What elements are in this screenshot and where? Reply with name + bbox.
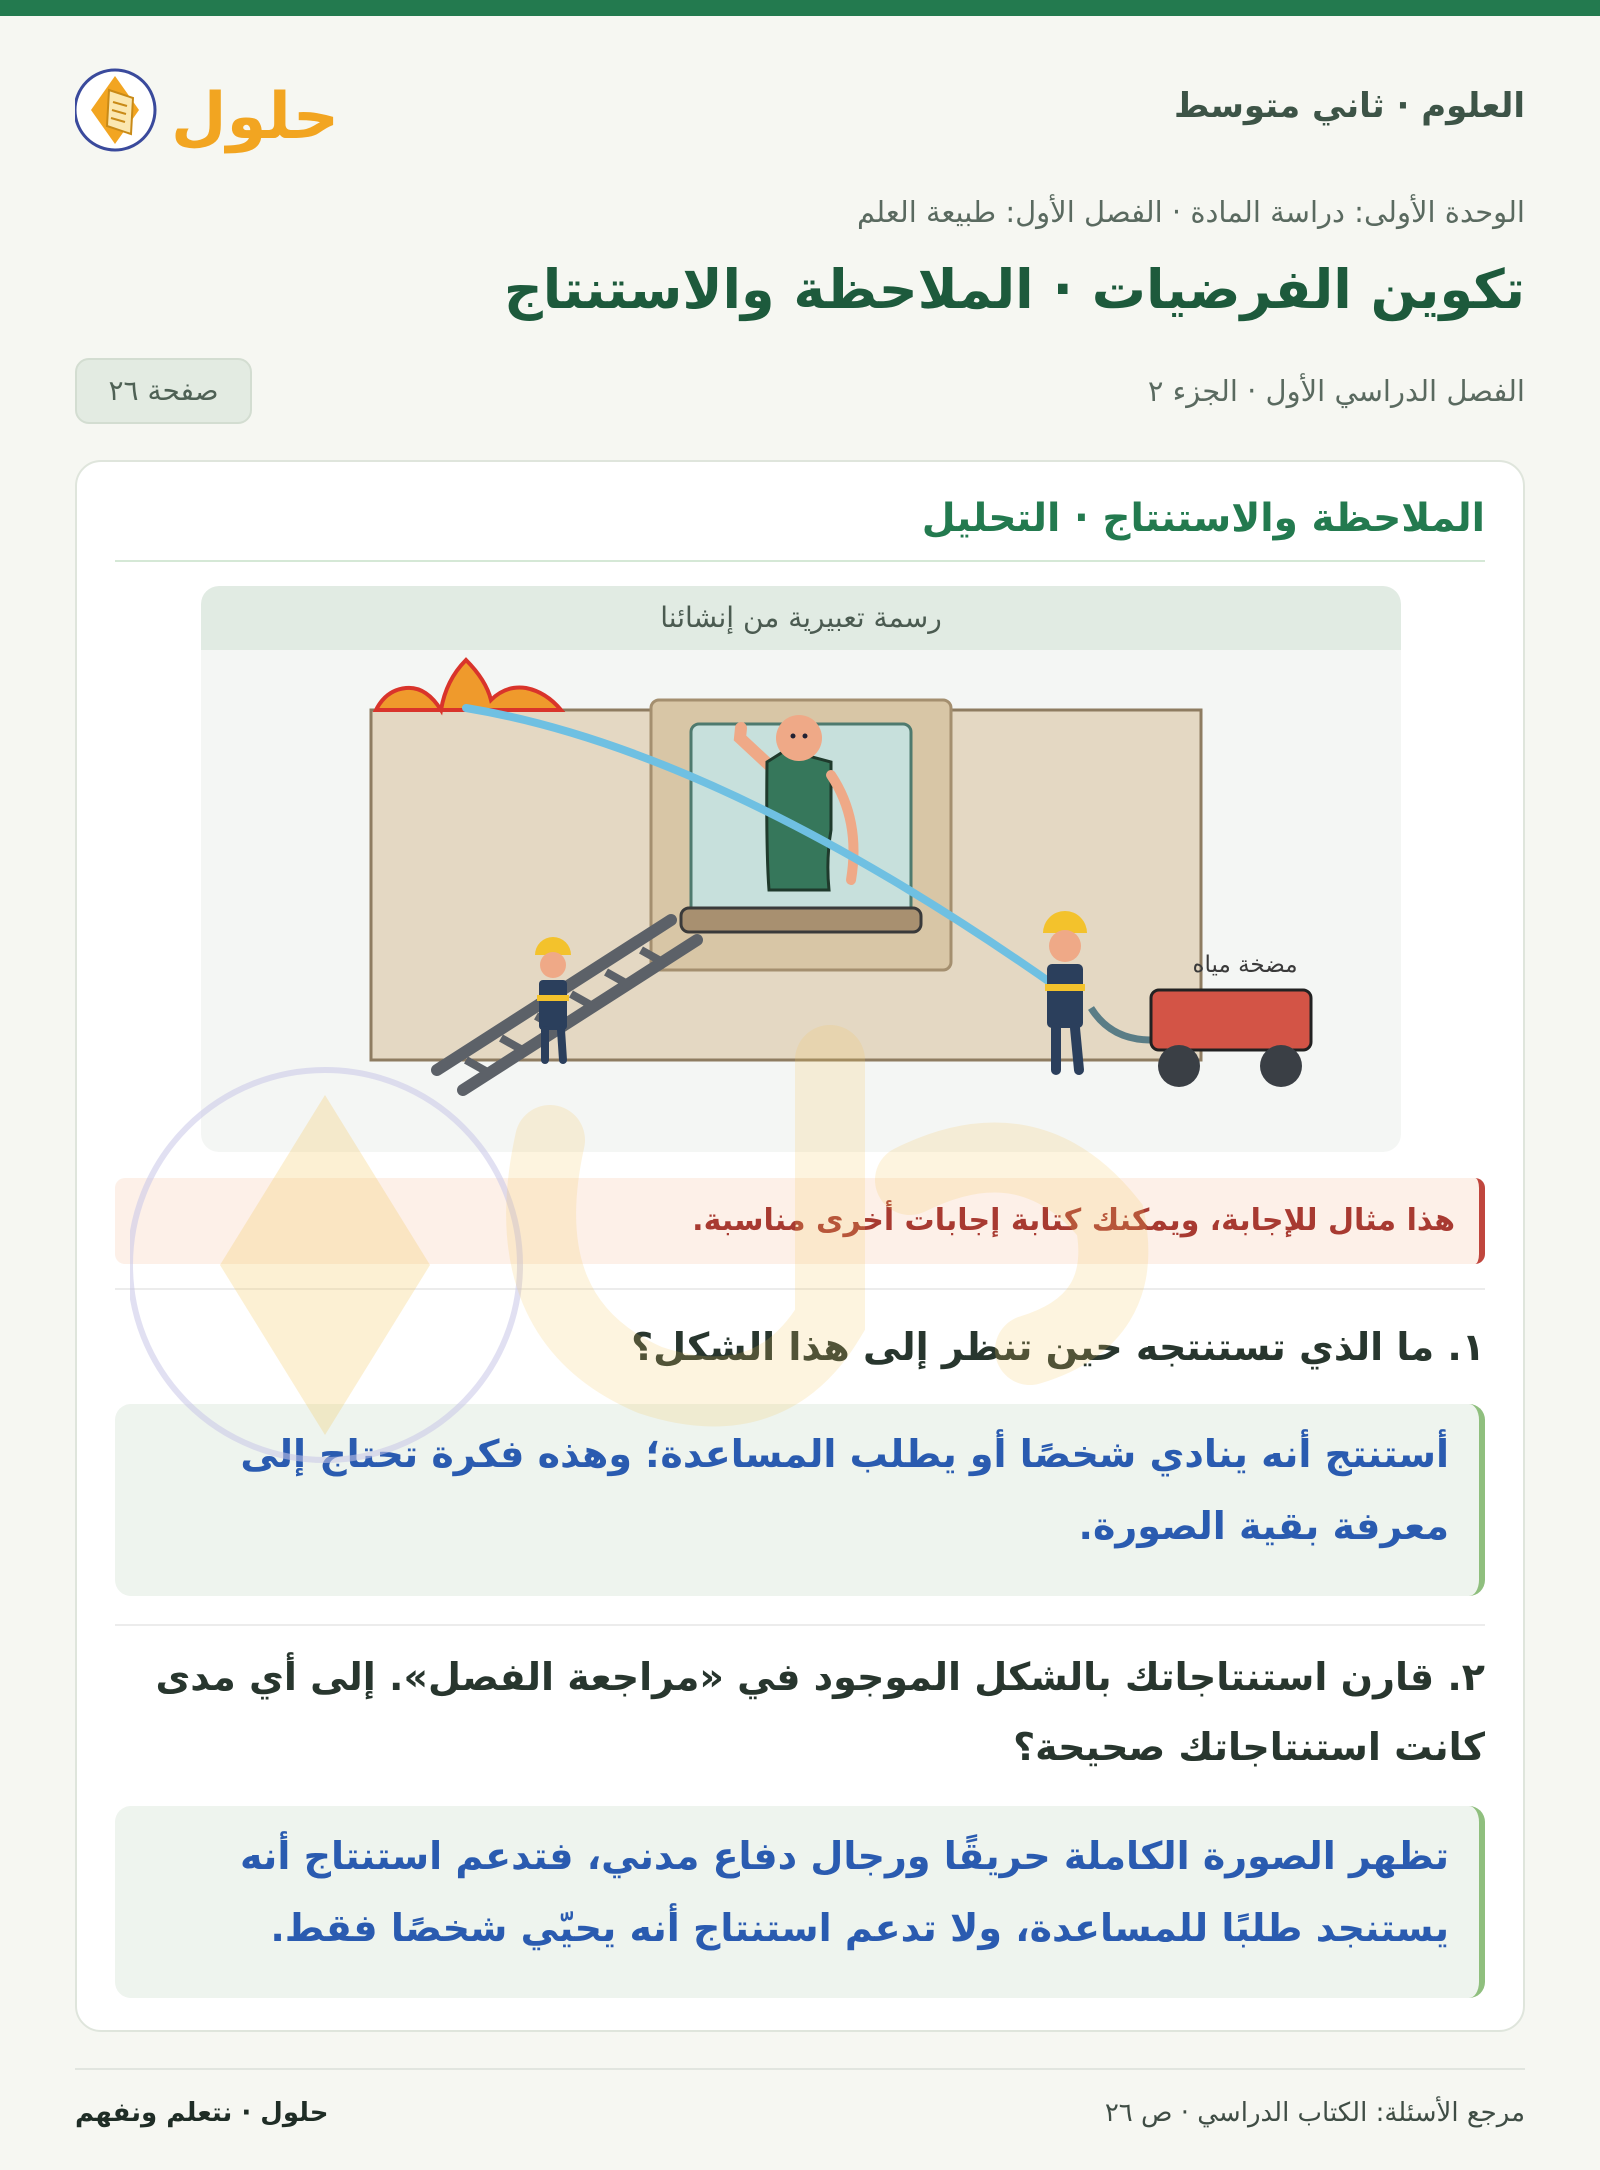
logo-mark-icon [75, 54, 345, 164]
pump-wheel [1260, 1045, 1302, 1087]
pump-wheel [1158, 1045, 1200, 1087]
fire-icon [376, 660, 561, 710]
footer-reference: مرجع الأسئلة: الكتاب الدراسي · ص ٢٦ [1104, 2098, 1525, 2128]
breadcrumb[interactable]: الوحدة الأولى: دراسة المادة · الفصل الأول: طبيعة العلم [856, 195, 1525, 229]
logo-text: حلول [171, 80, 339, 154]
footer-divider [75, 2068, 1525, 2070]
card-title: الملاحظة والاستنتاج · التحليل [921, 496, 1485, 541]
hulool-logo[interactable] [75, 54, 345, 164]
water-pump-icon [1151, 990, 1311, 1050]
exercise-card [75, 460, 1525, 2032]
divider [115, 1624, 1485, 1626]
page-number-badge: صفحة ٢٦ [75, 358, 252, 424]
question-2: ٢. قارن استنتاجاتك بالشكل الموجود في «مراجعة الفصل». إلى أي مدى كانت استنتاجاتك صحيحة؟ [155, 1655, 1485, 1770]
question-1: ١. ما الذي تستنتجه حين تنظر إلى هذا الشكل؟ [631, 1325, 1485, 1369]
rescue-scene-illustration [201, 650, 1401, 1152]
pump-label: مضخة مياه [1192, 952, 1298, 978]
card-title-divider [115, 560, 1485, 562]
page-title: تكوين الفرضيات · الملاحظة والاستنتاج [503, 258, 1525, 321]
page-header [75, 54, 1525, 164]
top-accent-bar [0, 0, 1600, 16]
sample-answer-note: هذا مثال للإجابة، ويمكنك كتابة إجابات أخرى مناسبة. [115, 1178, 1485, 1264]
illustration-panel [201, 586, 1401, 1152]
answer-2: تظهر الصورة الكاملة حريقًا ورجال دفاع مدني، فتدعم استنتاج أنه يستنجد طلبًا للمساعدة، ولا تدعم استنتاج أنه يحيّي شخصًا فقط. [115, 1806, 1485, 1998]
subject-label: العلوم · ثاني متوسط [1174, 86, 1525, 126]
footer-brand[interactable]: حلول · نتعلم ونفهم [75, 2098, 329, 2128]
figure-caption: رسمة تعبيرية من إنشائنا [201, 586, 1401, 650]
man-head [776, 715, 822, 761]
window-sill [681, 908, 921, 932]
answer-1: أستنتج أنه ينادي شخصًا أو يطلب المساعدة؛ وهذه فكرة تحتاج إلى معرفة بقية الصورة. [115, 1404, 1485, 1596]
semester-label: الفصل الدراسي الأول · الجزء ٢ [1147, 374, 1525, 408]
divider [115, 1288, 1485, 1290]
